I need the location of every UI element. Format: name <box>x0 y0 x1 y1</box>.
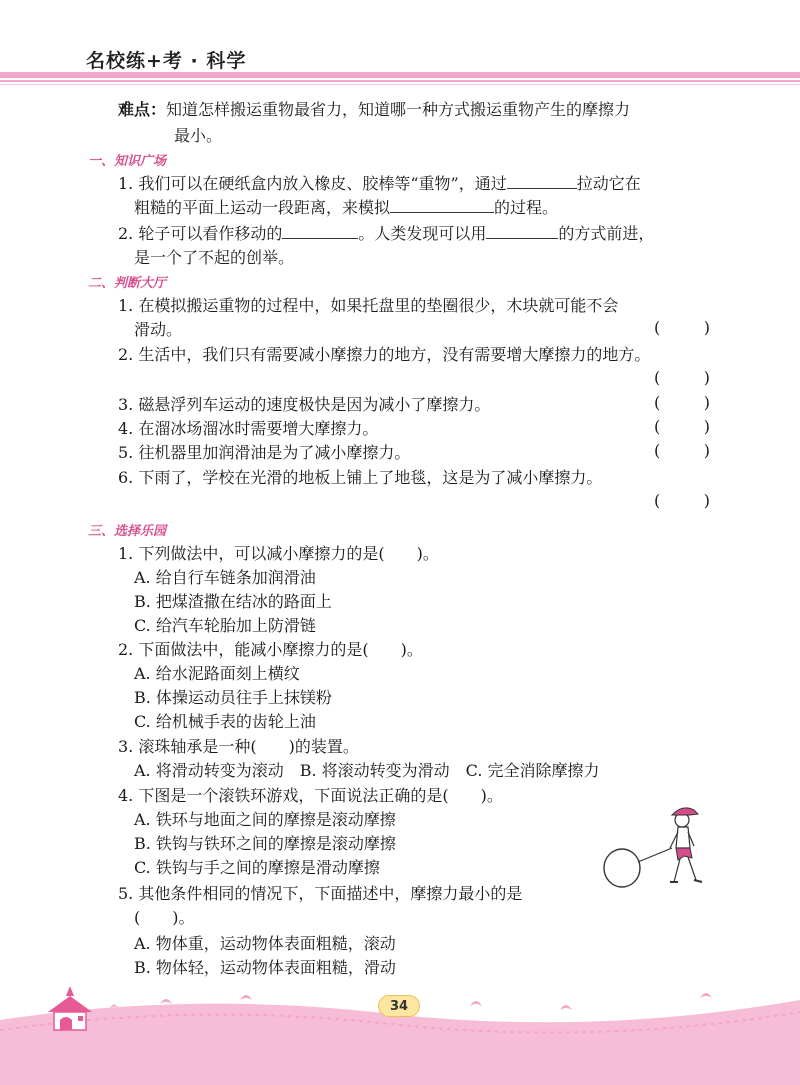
hook-icon <box>638 848 672 862</box>
s3-q2-option-c[interactable]: C. 给机械手表的齿轮上油 <box>134 712 316 731</box>
s2-q2-answer-paren[interactable]: ( ) <box>654 368 710 387</box>
s3-question-2: 2. 下面做法中，能减小摩擦力的是( )。 <box>118 640 423 659</box>
hoop-rolling-boy-illustration <box>598 796 718 896</box>
s1-q2-text-b: 。人类发现可以用 <box>358 224 487 243</box>
section-title-knowledge: 一、知识广场 <box>88 154 167 169</box>
s3-q3-options[interactable]: A. 将滑动转变为滚动 B. 将滚动转变为滑动 C. 完全消除摩擦力 <box>134 761 600 780</box>
s2-q1-text-b: 滑动。 <box>134 320 183 339</box>
s3-q1-option-b[interactable]: B. 把煤渣撒在结冰的路面上 <box>134 592 332 611</box>
cap-icon <box>672 808 698 815</box>
s1-question-2 <box>118 222 718 270</box>
difficulty-note <box>118 97 718 149</box>
s3-q4-option-b[interactable]: B. 铁钩与铁环之间的摩擦是滚动摩擦 <box>134 834 396 853</box>
s3-q5-text-a: 5. 其他条件相同的情况下，下面描述中，摩擦力最小的是 <box>118 884 523 903</box>
small-house-icon <box>48 986 92 1030</box>
s1-q2-blank-2[interactable] <box>486 222 558 239</box>
s1-q2-blank-1[interactable] <box>282 222 358 239</box>
s3-q2-option-b[interactable]: B. 体操运动员往手上抹镁粉 <box>134 688 332 707</box>
s1-q2-text-d: 是一个了不起的创举。 <box>134 248 295 267</box>
s3-q5-option-a[interactable]: A. 物体重，运动物体表面粗糙，滚动 <box>134 934 396 953</box>
difficulty-text-line1: 知道怎样搬运重物最省力，知道哪一种方式搬运重物产生的摩擦力 <box>166 100 631 119</box>
section-title-choice: 三、选择乐园 <box>88 524 167 539</box>
s3-question-4: 4. 下图是一个滚铁环游戏，下面说法正确的是( )。 <box>118 786 503 805</box>
header-rule-thin <box>0 80 800 82</box>
s1-q1-text-b: 拉动它在 <box>576 174 641 193</box>
s1-q1-text-a: 1. 我们可以在硬纸盒内放入橡皮、胶棒等“重物”，通过 <box>118 174 507 193</box>
s3-q4-option-a[interactable]: A. 铁环与地面之间的摩擦是滚动摩擦 <box>134 810 396 829</box>
s1-q2-text-a: 2. 轮子可以看作移动的 <box>118 224 283 243</box>
s2-question-1 <box>118 294 718 342</box>
s1-q1-text-d: 的过程。 <box>494 198 559 217</box>
s1-q2-text-c: 的方式前进， <box>558 224 655 243</box>
difficulty-label: 难点： <box>118 100 167 119</box>
header-rule-faint <box>0 84 800 85</box>
s2-question-3: 3. 磁悬浮列车运动的速度极快是因为减小了摩擦力。 <box>118 395 491 414</box>
s3-question-3: 3. 滚珠轴承是一种( )的装置。 <box>118 737 359 756</box>
s3-question-1: 1. 下列做法中，可以减小摩擦力的是( )。 <box>118 544 439 563</box>
s1-q1-text-c: 粗糙的平面上运动一段距离，来模拟 <box>134 198 391 217</box>
s2-q1-answer-paren[interactable]: ( ) <box>654 318 710 337</box>
page-footer-decoration <box>0 960 800 1085</box>
s1-question-1 <box>118 172 718 220</box>
s2-question-5: 5. 往机器里加润滑油是为了减小摩擦力。 <box>118 443 411 462</box>
s3-q5-text-b: ( )。 <box>134 908 195 927</box>
s3-q5-option-b[interactable]: B. 物体轻，运动物体表面粗糙，滑动 <box>134 958 396 977</box>
s3-q2-option-a[interactable]: A. 给水泥路面刻上横纹 <box>134 664 300 683</box>
book-title: 名校练+考 · 科学 <box>86 50 247 72</box>
s2-question-4: 4. 在溜冰场溜冰时需要增大摩擦力。 <box>118 419 379 438</box>
s2-q4-answer-paren[interactable]: ( ) <box>654 417 710 436</box>
s3-q1-option-a[interactable]: A. 给自行车链条加润滑油 <box>134 568 316 587</box>
header-rule <box>0 72 800 78</box>
shorts-icon <box>676 848 692 860</box>
s3-q4-option-c[interactable]: C. 铁钩与手之间的摩擦是滑动摩擦 <box>134 858 380 877</box>
s1-q1-blank-1[interactable] <box>507 172 577 189</box>
s3-question-5 <box>118 882 598 930</box>
shirt-icon <box>676 827 690 848</box>
s2-q1-text-a: 1. 在模拟搬运重物的过程中，如果托盘里的垫圈很少，木块就可能不会 <box>118 296 619 315</box>
s2-q3-answer-paren[interactable]: ( ) <box>654 393 710 412</box>
s3-q1-option-c[interactable]: C. 给汽车轮胎加上防滑链 <box>134 616 316 635</box>
section-title-judgement: 二、判断大厅 <box>88 276 167 291</box>
s1-q1-blank-2[interactable] <box>390 196 494 213</box>
page-number-badge: 34 <box>378 995 420 1017</box>
s2-q5-answer-paren[interactable]: ( ) <box>654 441 710 460</box>
difficulty-text-line2: 最小。 <box>174 126 223 145</box>
page-header <box>0 0 800 90</box>
hoop-icon <box>604 849 640 887</box>
s2-question-2: 2. 生活中，我们只有需要减小摩擦力的地方，没有需要增大摩擦力的地方。 <box>118 345 651 364</box>
s2-q6-answer-paren[interactable]: ( ) <box>654 491 710 510</box>
s2-question-6: 6. 下雨了，学校在光滑的地板上铺上了地毯，这是为了减小摩擦力。 <box>118 468 603 487</box>
